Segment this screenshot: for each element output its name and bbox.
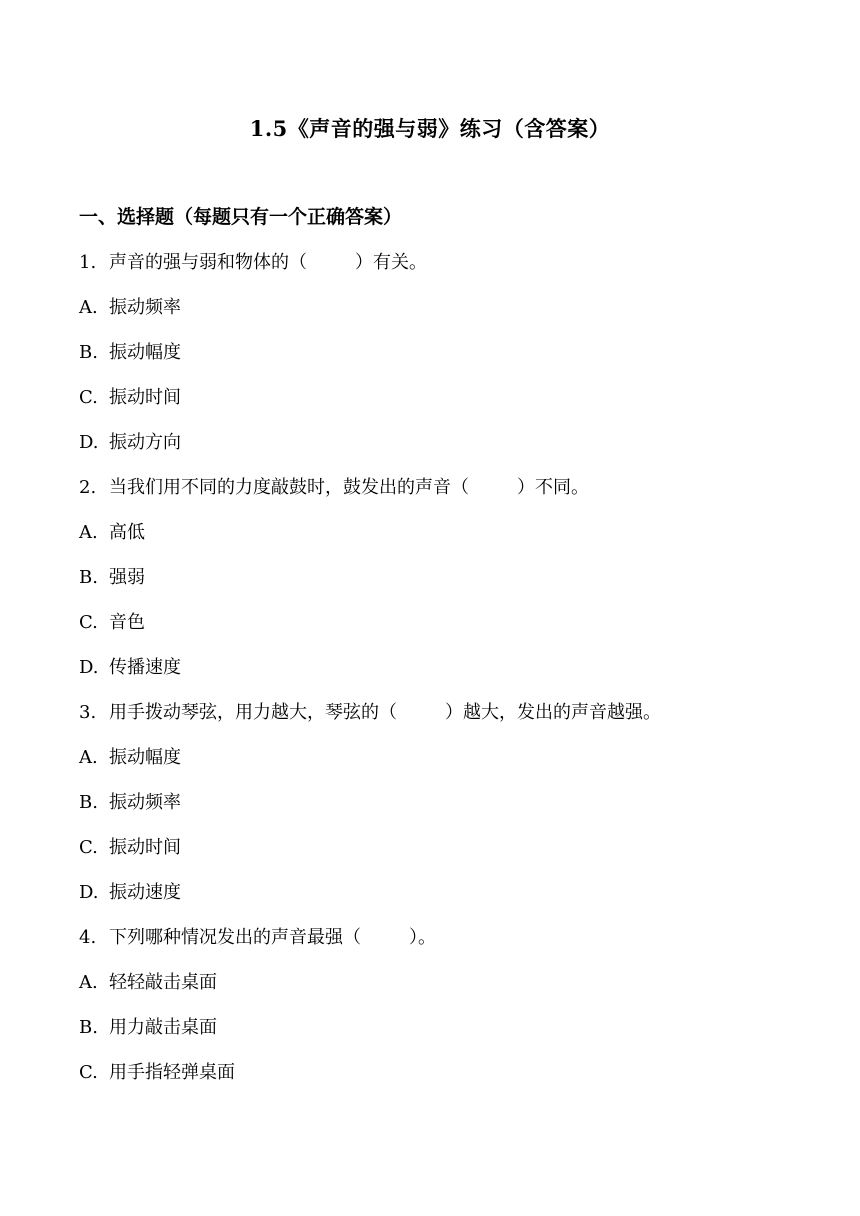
option-text: 轻轻敲击桌面: [109, 972, 217, 993]
option-label: A.: [79, 747, 98, 768]
question-text: 用手拨动琴弦，用力越大，琴弦的（: [109, 702, 397, 723]
option-label: D.: [79, 432, 99, 453]
question-text: 当我们用不同的力度敲鼓时，鼓发出的声音（: [109, 477, 469, 498]
option-item: [79, 880, 799, 925]
option-text: 振动频率: [109, 297, 181, 318]
option-text: 音色: [109, 612, 145, 633]
question-stem: [79, 925, 799, 970]
option-text: 振动方向: [109, 432, 181, 453]
option-label: B.: [79, 342, 98, 363]
option-item: [79, 655, 799, 700]
option-text: 用手指轻弹桌面: [109, 1062, 235, 1083]
option-item: [79, 565, 799, 610]
option-item: [79, 385, 799, 430]
option-text: 振动频率: [109, 792, 181, 813]
option-item: [79, 520, 799, 565]
option-item: [79, 295, 799, 340]
question-number: 1.: [79, 252, 97, 273]
option-label: C.: [79, 837, 98, 858]
option-text: 振动时间: [109, 387, 181, 408]
option-label: C.: [79, 1062, 98, 1083]
question-number: 3.: [79, 702, 97, 723]
option-item: [79, 1015, 799, 1060]
option-text: 用力敲击桌面: [109, 1017, 217, 1038]
option-label: D.: [79, 657, 99, 678]
option-text: 振动幅度: [109, 747, 181, 768]
question-text-end: ）有关。: [355, 252, 427, 273]
option-text: 振动幅度: [109, 342, 181, 363]
option-label: B.: [79, 567, 98, 588]
question-text: 下列哪种情况发出的声音最强（: [109, 927, 361, 948]
question-number: 2.: [79, 477, 97, 498]
question-list: [79, 250, 799, 1105]
question-text: 声音的强与弱和物体的（: [109, 252, 307, 273]
option-text: 传播速度: [109, 657, 181, 678]
question-text-end: ）不同。: [517, 477, 589, 498]
question-text-end: ）越大，发出的声音越强。: [445, 702, 661, 723]
option-label: C.: [79, 387, 98, 408]
question-stem: [79, 250, 799, 295]
question-stem: [79, 475, 799, 520]
section-heading: 一、选择题（每题只有一个正确答案）: [79, 206, 403, 228]
option-item: [79, 430, 799, 475]
option-item: [79, 1060, 799, 1105]
option-item: [79, 790, 799, 835]
question-stem: [79, 700, 799, 745]
option-text: 强弱: [109, 567, 145, 588]
option-label: D.: [79, 882, 99, 903]
question-number: 4.: [79, 927, 97, 948]
document-title: 1.5《声音的强与弱》练习（含答案）: [249, 116, 611, 141]
option-item: [79, 610, 799, 655]
question-text-end: ）。: [409, 927, 436, 948]
option-item: [79, 970, 799, 1015]
option-item: [79, 340, 799, 385]
option-label: A.: [79, 297, 98, 318]
option-label: C.: [79, 612, 98, 633]
option-label: A.: [79, 522, 98, 543]
option-item: [79, 835, 799, 880]
option-label: B.: [79, 1017, 98, 1038]
option-item: [79, 745, 799, 790]
option-text: 高低: [109, 522, 145, 543]
option-label: A.: [79, 972, 98, 993]
option-label: B.: [79, 792, 98, 813]
option-text: 振动速度: [109, 882, 181, 903]
option-text: 振动时间: [109, 837, 181, 858]
